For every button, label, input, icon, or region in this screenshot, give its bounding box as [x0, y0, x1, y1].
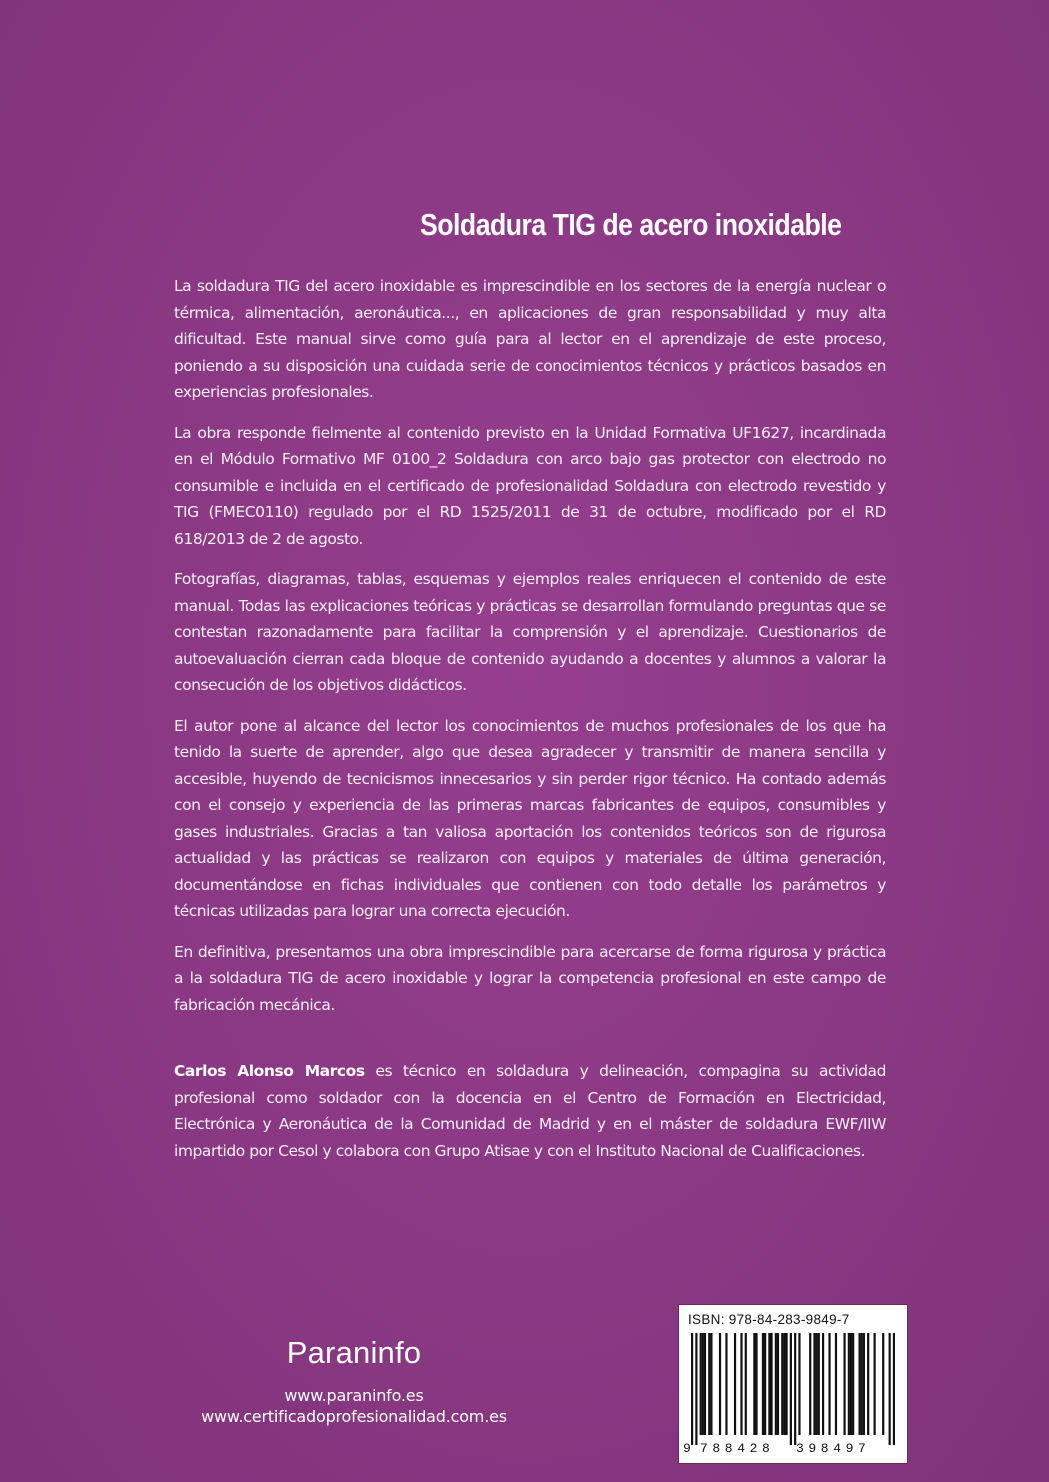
barcode-bar	[762, 1333, 764, 1435]
barcode-bar	[867, 1333, 869, 1435]
barcode-bar	[764, 1333, 766, 1435]
barcode-digits-left: 788428	[700, 1441, 775, 1456]
barcode-bar	[813, 1333, 815, 1435]
author-bio-text: es técnico en soldadura y delineación, compagina su actividad profesional como soldador con la docencia en el Centro de Formación en Electricidad, Electrónica y Aeronáutica de la Comunidad de Madrid y en el máster de soldadura EWF/IIW impartido por Cesol y colabora con Grupo Atisae y con el Instituto Nacional de Cualificaciones.	[174, 1062, 886, 1160]
barcode-bar	[794, 1333, 796, 1445]
publisher-logo: Paraninfo	[286, 1335, 422, 1370]
paragraph: La soldadura TIG del acero inoxidable es imprescindible en los sectores de la energía nuclear o térmica, alimentación, aeronáutica..., en aplicaciones de gran responsabilidad y muy alta dificultad. Este manual sirve como guía para al lector en el aprendizaje de este proceso, poniendo a su disposición una cuidada serie de conocimientos técnicos y prácticos basados en experiencias profesionales.	[174, 277, 886, 401]
barcode-bar	[843, 1333, 845, 1435]
barcode-bar	[745, 1333, 747, 1435]
barcode-digits-right: 398497	[796, 1441, 871, 1456]
barcode-bar	[755, 1333, 757, 1435]
barcode-bar	[790, 1333, 792, 1445]
barcode-bar	[818, 1333, 820, 1435]
back-cover-text	[174, 273, 886, 1178]
barcode-bar	[785, 1333, 787, 1435]
barcode-bar	[822, 1333, 824, 1435]
publisher-block	[174, 1335, 534, 1427]
paragraph: En definitiva, presentamos una obra imprescindible para acercarse de forma rigurosa y práctica a la soldadura TIG de acero inoxidable y lograr la competencia profesional en este campo de fabricación mecánica.	[174, 942, 886, 1014]
paragraph: El autor pone al alcance del lector los conocimientos de muchos profesionales de los que ha tenido la suerte de aprender, algo que desea agradecer y transmitir de manera sencilla y accesible, huyendo de tecnicismos innecesarios y sin perder rigor técnico. Ha contado además con el consejo y experiencia de las primeras marcas fabricantes de equipos, consumibles y gases industriales. Gracias a tan valiosa aportación los contenidos teóricos son de rigurosa actualidad y las prácticas se realizaron con equipos y materiales de última generación, documentándose en fichas individuales que contienen con todo detalle los parámetros y técnicas utilizadas para lograr una correcta ejecución.	[174, 716, 886, 920]
publisher-url: www.paraninfo.es	[284, 1386, 424, 1405]
barcode-bar	[783, 1333, 785, 1435]
barcode-bar	[874, 1333, 876, 1435]
barcode-bar	[734, 1333, 736, 1435]
barcode-bar	[809, 1333, 811, 1435]
barcode-bar	[700, 1333, 702, 1435]
barcode-bar	[816, 1333, 818, 1435]
barcode-bar	[704, 1333, 706, 1435]
paragraph: La obra responde fielmente al contenido previsto en la Unidad Formativa UF1627, incardinada en el Módulo Formativo MF 0100_2 Soldadura con arco bajo gas protector con electrodo no consumible e incluida en el certificado de profesionalidad Soldadura con electrodo revestido y TIG (FMEC0110) regulado por el RD 1525/2011 de 31 de octubre, modificado por el RD 618/2013 de 2 de agosto.	[174, 423, 886, 548]
barcode-bar	[858, 1333, 860, 1435]
book-title: Soldadura TIG de acero inoxidable	[420, 207, 842, 242]
barcode-bar	[835, 1333, 837, 1435]
barcode-bar	[863, 1333, 865, 1435]
barcode-bar	[798, 1333, 800, 1435]
barcode-bar	[893, 1333, 895, 1445]
barcode-bar	[861, 1333, 863, 1435]
barcode-bar	[828, 1333, 830, 1435]
barcode-bar	[889, 1333, 891, 1445]
barcode-bar	[695, 1333, 697, 1445]
certificate-url: www.certificadoprofesionalidad.com.es	[201, 1407, 507, 1426]
author-bio	[174, 1058, 886, 1164]
isbn-text: ISBN: 978-84-283-9849-7	[688, 1312, 850, 1327]
barcode-bar	[777, 1333, 779, 1435]
barcode-bar	[725, 1333, 727, 1435]
barcode-bar	[719, 1333, 721, 1435]
barcode-bar	[781, 1333, 783, 1435]
barcode-digit-first: 9	[683, 1441, 691, 1456]
barcode-bar	[768, 1333, 770, 1435]
barcode-bar	[691, 1333, 693, 1445]
barcode-bar	[753, 1333, 755, 1435]
barcode-bar	[775, 1333, 777, 1435]
barcode-bar	[708, 1333, 710, 1435]
barcode-bar	[882, 1333, 884, 1435]
barcode-bar	[848, 1333, 850, 1435]
barcode-bar	[852, 1333, 854, 1435]
barcode-label	[678, 1304, 908, 1464]
barcode-bar	[770, 1333, 772, 1435]
barcode-bar	[740, 1333, 742, 1435]
barcode-bars	[691, 1333, 895, 1445]
barcode-bar	[710, 1333, 712, 1435]
paragraph: Fotografías, diagramas, tablas, esquemas y ejemplos reales enriquecen el contenido de este manual. Todas las explicaciones teóricas y prácticas se desarrollan formulando preguntas que se contestan razonadamente para facilitar la comprensión y el aprendizaje. Cuestionarios de autoevaluación cierran cada bloque de contenido ayudando a docentes y alumnos a valorar la consecución de los objetivos didácticos.	[174, 570, 886, 694]
barcode-bar	[702, 1333, 704, 1435]
barcode-bar	[850, 1333, 852, 1435]
author-name: Carlos Alonso Marcos	[174, 1062, 365, 1080]
